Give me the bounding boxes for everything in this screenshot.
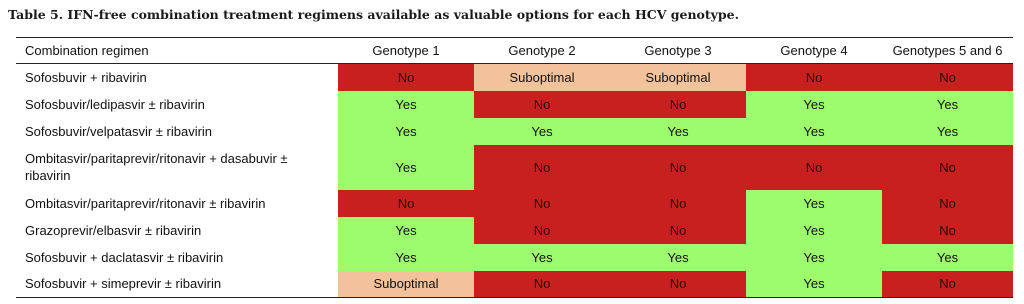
table-row: [16, 244, 1013, 271]
column-header-genotype-1: Genotype 1: [372, 43, 440, 58]
recommendation-cell: No: [610, 217, 746, 244]
recommendation-cell: No: [746, 145, 882, 190]
table-row: [16, 145, 1013, 190]
regimen-name: Sofosbuvir + daclatasvir ± ribavirin: [16, 244, 338, 271]
recommendation-cell: Yes: [338, 217, 474, 244]
table-caption: Table 5. IFN-free combination treatment regimens available as valuable options for each HCV genotype.: [8, 7, 739, 22]
regimen-name: Ombitasvir/paritaprevir/ritonavir ± ribavirin: [16, 190, 338, 217]
column-header-genotypes-5-6: Genotypes 5 and 6: [892, 43, 1003, 58]
recommendation-cell: No: [882, 271, 1013, 298]
regimen-name: Ombitasvir/paritaprevir/ritonavir + dasabuvir ± ribavirin: [16, 145, 338, 190]
regimen-name: Sofosbuvir + ribavirin: [16, 64, 338, 91]
regimen-table: [16, 37, 1013, 298]
recommendation-cell: No: [610, 91, 746, 118]
recommendation-cell: Yes: [746, 217, 882, 244]
recommendation-cell: No: [610, 145, 746, 190]
table-row: [16, 118, 1013, 145]
recommendation-cell: Suboptimal: [474, 64, 610, 91]
recommendation-cell: Yes: [474, 244, 610, 271]
recommendation-cell: No: [882, 190, 1013, 217]
recommendation-cell: No: [338, 64, 474, 91]
recommendation-cell: Yes: [338, 118, 474, 145]
recommendation-cell: No: [746, 64, 882, 91]
regimen-name: Sofosbuvir/ledipasvir ± ribavirin: [16, 91, 338, 118]
recommendation-cell: No: [474, 91, 610, 118]
regimen-name: Sofosbuvir/velpatasvir ± ribavirin: [16, 118, 338, 145]
recommendation-cell: No: [474, 217, 610, 244]
recommendation-cell: Yes: [882, 244, 1013, 271]
recommendation-cell: No: [474, 271, 610, 298]
recommendation-cell: Yes: [474, 118, 610, 145]
recommendation-cell: No: [610, 190, 746, 217]
regimen-name: Sofosbuvir + simeprevir ± ribavirin: [16, 271, 338, 298]
column-header-genotype-3: Genotype 3: [644, 43, 712, 58]
column-header-regimen: Combination regimen: [25, 43, 149, 58]
recommendation-cell: Yes: [338, 91, 474, 118]
recommendation-cell: Yes: [746, 91, 882, 118]
recommendation-cell: Yes: [746, 190, 882, 217]
recommendation-cell: Yes: [338, 145, 474, 190]
recommendation-cell: Yes: [610, 244, 746, 271]
recommendation-cell: No: [474, 190, 610, 217]
recommendation-cell: No: [882, 217, 1013, 244]
recommendation-cell: No: [474, 145, 610, 190]
recommendation-cell: Yes: [882, 91, 1013, 118]
recommendation-cell: No: [338, 190, 474, 217]
recommendation-cell: Yes: [882, 118, 1013, 145]
recommendation-cell: No: [610, 271, 746, 298]
table-row: [16, 190, 1013, 217]
recommendation-cell: Yes: [746, 271, 882, 298]
recommendation-cell: Suboptimal: [610, 64, 746, 91]
recommendation-cell: No: [882, 64, 1013, 91]
header-row: [16, 38, 1013, 64]
recommendation-cell: Yes: [338, 244, 474, 271]
table-row: [16, 91, 1013, 118]
recommendation-cell: Yes: [746, 244, 882, 271]
column-header-genotype-4: Genotype 4: [780, 43, 848, 58]
recommendation-cell: Yes: [746, 118, 882, 145]
table-row: [16, 64, 1013, 91]
recommendation-cell: Suboptimal: [338, 271, 474, 298]
recommendation-cell: No: [882, 145, 1013, 190]
regimen-name: Grazoprevir/elbasvir ± ribavirin: [16, 217, 338, 244]
column-header-genotype-2: Genotype 2: [508, 43, 576, 58]
table-row: [16, 217, 1013, 244]
table-row: [16, 271, 1013, 298]
recommendation-cell: Yes: [610, 118, 746, 145]
